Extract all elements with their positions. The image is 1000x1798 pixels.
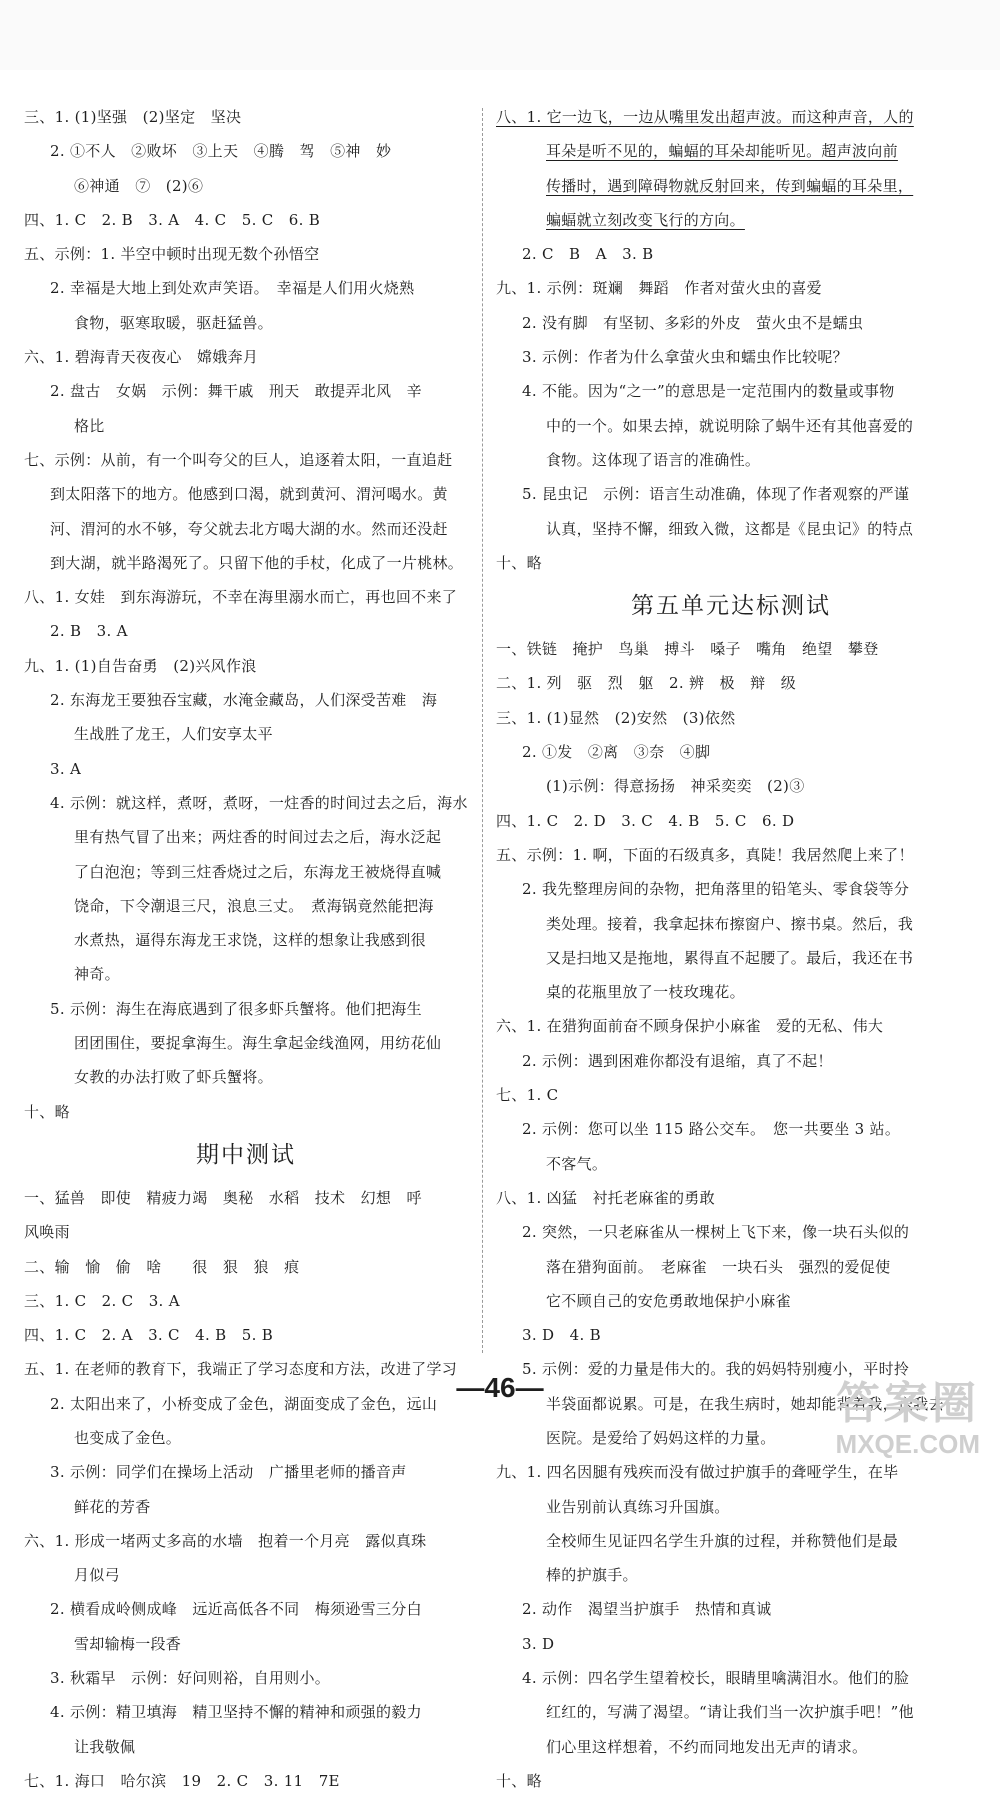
answer-text: 饶命，下令潮退三尺，浪息三丈。 煮海锅竟然能把海 [74, 896, 434, 915]
answer-text: 九、1. 四名因腿有残疾而没有做过护旗手的聋哑学生，在毕 [496, 1463, 899, 1482]
answer-text: 五、1. 在老师的教育下，我端正了学习态度和方法，改进了学习 [24, 1360, 458, 1379]
answer-line [496, 1318, 966, 1352]
answer-line [24, 1421, 468, 1455]
answer-text: 4. 示例：四名学生望着校长，眼睛里噙满泪水。他们的脸 [522, 1669, 910, 1688]
answer-text: 八、1. 凶猛 衬托老麻雀的勇敢 [496, 1188, 715, 1207]
answer-line [24, 786, 468, 820]
answer-text: 不客气。 [546, 1154, 608, 1173]
answer-line [24, 340, 468, 374]
answer-line [496, 1078, 966, 1112]
answer-text: 2. 突然，一只老麻雀从一棵树上飞下来，像一块石头似的 [522, 1223, 910, 1242]
answer-text: 2. 没有脚 有坚韧、多彩的外皮 萤火虫不是蠕虫 [522, 313, 864, 332]
answer-text: 三、1. C 2. C 3. A [24, 1291, 180, 1310]
answer-text: 3. 示例：作者为什么拿萤火虫和蠕虫作比较呢？ [522, 348, 848, 367]
answer-line [496, 134, 966, 168]
answer-line [496, 512, 966, 546]
answer-line [496, 306, 966, 340]
answer-text: 六、1. 形成一堵两丈多高的水墙 抱着一个月亮 露似真珠 [24, 1531, 427, 1550]
answer-line [496, 804, 966, 838]
answer-line [24, 237, 468, 271]
answer-text: 业告别前认真练习升国旗。 [546, 1497, 730, 1516]
answer-text: 雪却输梅一段香 [74, 1634, 182, 1653]
answer-text: 耳朵是听不见的，蝙蝠的耳朵却能听见。超声波向前 [546, 142, 898, 161]
answer-line [24, 820, 468, 854]
answer-line [24, 1215, 468, 1249]
watermark [836, 1379, 980, 1459]
answer-line [24, 100, 468, 134]
answer-text: 团团围住，要捉拿海生。海生拿起金线渔网，用纺花仙 [74, 1034, 442, 1053]
answer-text: 了白泡泡；等到三炷香烧过之后，东海龙王被烧得直喊 [74, 862, 442, 881]
answer-text: 八、1. 它一边飞，一边从嘴里发出超声波。而这种声音，人的 [496, 108, 914, 126]
answer-text: 们心里这样想着，不约而同地发出无声的请求。 [546, 1737, 868, 1756]
answer-text: 二、1. 列 驱 烈 躯 2. 辨 极 辩 级 [496, 674, 797, 693]
answer-line [24, 546, 468, 580]
answer-line [24, 477, 468, 511]
answer-text: 一、铁链 掩护 鸟巢 搏斗 嗓子 嘴角 绝望 攀登 [496, 640, 879, 659]
answer-text: 3. A [50, 759, 82, 778]
answer-text: ⑥神通 ⑦ (2)⑥ [74, 176, 204, 195]
answer-line [24, 1627, 468, 1661]
answer-line [24, 649, 468, 683]
answer-text: 传播时，遇到障碍物就反射回来，传到蝙蝠的耳朵里， [546, 176, 914, 195]
answer-text: 落在猎狗面前。 老麻雀 一块石头 强烈的爱促使 [546, 1257, 891, 1276]
answer-text: 六、1. 在猎狗面前奋不顾身保护小麻雀 爱的无私、伟大 [496, 1017, 884, 1036]
answer-line [24, 855, 468, 889]
answer-text: 格比 [74, 416, 105, 435]
answer-line [24, 1592, 468, 1626]
watermark-url: MXQE.COM [835, 1429, 980, 1459]
answer-text: 4. 示例：就这样，煮呀，煮呀，一炷香的时间过去之后，海水 [50, 793, 468, 812]
answer-text: 九、1. (1)自告奋勇 (2)兴风作浪 [24, 656, 257, 675]
answer-line [24, 1026, 468, 1060]
answer-text: 2. 示例：您可以坐 115 路公交车。 您一共要坐 3 站。 [522, 1120, 901, 1139]
answer-line [496, 1764, 966, 1798]
answer-line [496, 1250, 966, 1284]
answer-text: 四、1. C 2. A 3. C 4. B 5. B [24, 1326, 274, 1345]
answer-line [24, 409, 468, 443]
answer-text: 红红的，写满了渴望。“请让我们当一次护旗手吧！”他 [546, 1703, 914, 1722]
answer-line [24, 1730, 468, 1764]
answer-line [24, 1181, 468, 1215]
answer-text: 医院。是爱给了妈妈这样的力量。 [546, 1428, 776, 1447]
answer-line [496, 1112, 966, 1146]
answer-text: 桌的花瓶里放了一枝玫瑰花。 [546, 983, 745, 1002]
answer-line [24, 923, 468, 957]
answer-text: 三、1. (1)显然 (2)安然 (3)依然 [496, 708, 736, 727]
answer-text: 七、1. 海口 哈尔滨 19 2. C 3. 11 7E [24, 1771, 340, 1790]
answer-line [496, 1592, 966, 1626]
answer-line [24, 1060, 468, 1094]
answer-line [496, 443, 966, 477]
answer-text: 月似弓 [74, 1566, 120, 1585]
page-number: —46— [456, 1372, 544, 1403]
answer-text: 十、略 [496, 553, 542, 572]
answer-line [24, 306, 468, 340]
section-title: 第五单元达标测试 [631, 593, 831, 620]
answer-line [496, 907, 966, 941]
answer-line [24, 1661, 468, 1695]
answer-line [496, 1044, 966, 1078]
answer-text: 三、1. (1)坚强 (2)坚定 坚决 [24, 108, 242, 126]
answer-text: 风唤雨 [24, 1223, 70, 1242]
answer-line [496, 340, 966, 374]
answer-text: 5. 示例：爱的力量是伟大的。我的妈妈特别瘦小，平时拎 [522, 1360, 910, 1379]
answer-line [496, 1009, 966, 1043]
answer-text: 女教的办法打败了虾兵蟹将。 [74, 1068, 273, 1087]
answer-line [496, 169, 966, 203]
answer-line [496, 769, 966, 803]
top-margin [0, 0, 1000, 70]
answer-text: (1)示例：得意扬扬 神采奕奕 (2)③ [546, 777, 805, 796]
answer-text: 2. ①发 ②离 ③奈 ④脚 [522, 743, 711, 762]
answer-line [24, 203, 468, 237]
answer-text: 3. D 4. B [522, 1326, 601, 1345]
answer-text: 让我敬佩 [74, 1737, 136, 1756]
answer-text: 五、示例：1. 半空中顿时出现无数个孙悟空 [24, 245, 320, 264]
answer-line [496, 271, 966, 305]
answer-text: 十、略 [496, 1771, 542, 1790]
answer-line [496, 1215, 966, 1249]
answer-line [496, 1558, 966, 1592]
answer-line [24, 889, 468, 923]
answer-text: 类处理。接着，我拿起抹布擦窗户、擦书桌。然后，我 [546, 914, 914, 933]
answer-line [24, 1764, 468, 1798]
answer-text: 生战胜了龙王，人们安享太平 [74, 725, 273, 744]
answer-line [24, 443, 468, 477]
answer-line [24, 992, 468, 1026]
answer-text: 3. D [522, 1634, 555, 1653]
answer-text: 蝙蝠就立刻改变飞行的方向。 [546, 210, 745, 229]
answer-line [24, 169, 468, 203]
answer-line [496, 546, 966, 580]
answer-text: 2. 东海龙王要独吞宝藏，水淹金藏岛，人们深受苦难 海 [50, 691, 438, 710]
answer-text: 九、1. 示例：斑斓 舞蹈 作者对萤火虫的喜爱 [496, 279, 822, 298]
answer-text: 一、猛兽 即使 精疲力竭 奥秘 水稻 技术 幻想 呼 [24, 1188, 422, 1207]
answer-text: 2. 盘古 女娲 示例：舞干戚 刑天 敢提弄北风 辛 [50, 382, 422, 401]
answer-line [24, 1250, 468, 1284]
answer-line [496, 1524, 966, 1558]
answer-text: 七、示例：从前，有一个叫夸父的巨人，追逐着太阳，一直追赶 [24, 450, 453, 469]
answer-text: 全校师生见证四名学生升旗的过程，并称赞他们是最 [546, 1531, 898, 1550]
answer-line [496, 203, 966, 237]
answer-line [496, 1181, 966, 1215]
answer-line [496, 872, 966, 906]
answer-line [496, 374, 966, 408]
answer-line [24, 512, 468, 546]
answer-line [496, 1695, 966, 1729]
answer-line [24, 580, 468, 614]
answer-line [24, 1284, 468, 1318]
answer-text: 也变成了金色。 [74, 1428, 182, 1447]
answer-line [496, 666, 966, 700]
watermark-logo: 答案圈 [836, 1379, 980, 1428]
answer-line [24, 957, 468, 991]
answer-text: 5. 昆虫记 示例：语言生动准确，体现了作者观察的严谨 [522, 485, 910, 504]
answer-line [496, 1490, 966, 1524]
answer-line [496, 409, 966, 443]
answer-text: 中的一个。如果去掉，就说明除了蜗牛还有其他喜爱的 [546, 416, 914, 435]
answer-text: 四、1. C 2. B 3. A 4. C 5. C 6. B [24, 210, 321, 229]
answer-text: 半袋面都说累。可是，在我生病时，她却能背着我，送我去 [546, 1394, 944, 1413]
answer-text: 十、略 [24, 1102, 70, 1121]
answer-text: 5. 示例：海生在海底遇到了很多虾兵蟹将。他们把海生 [50, 999, 422, 1018]
answer-text: 4. 示例：精卫填海 精卫坚持不懈的精神和顽强的毅力 [50, 1703, 422, 1722]
answer-line [24, 752, 468, 786]
answer-text: 神奇。 [74, 965, 120, 984]
answer-text: 2. 示例：遇到困难你都没有退缩，真了不起！ [522, 1051, 833, 1070]
answer-text: 六、1. 碧海青天夜夜心 嫦娥奔月 [24, 348, 259, 367]
answer-line [496, 477, 966, 511]
answer-text: 水煮热，逼得东海龙王求饶，这样的想象让我感到很 [74, 931, 426, 950]
answer-text: 二、输 愉 偷 啥 很 狠 狼 痕 [24, 1257, 300, 1276]
answer-line [496, 1455, 966, 1489]
answer-line [496, 735, 966, 769]
answer-text: 又是扫地又是拖地，累得直不起腰了。最后，我还在书 [546, 948, 914, 967]
answer-line [496, 975, 966, 1009]
answer-text: 到大湖，就半路渴死了。只留下他的手杖，化成了一片桃林。 [50, 553, 464, 572]
answer-text: 2. 我先整理房间的杂物，把角落里的铅笔头、零食袋等分 [522, 880, 910, 899]
answer-text: 3. 秋霜早 示例：好问则裕，自用则小。 [50, 1669, 331, 1688]
answer-line [24, 1524, 468, 1558]
answer-line [24, 614, 468, 648]
answer-text: 河、渭河的水不够，夸父就去北方喝大湖的水。然而还没赶 [50, 519, 448, 538]
answer-line [496, 1284, 966, 1318]
answer-line [496, 1730, 966, 1764]
answer-text: 鲜花的芳香 [74, 1497, 151, 1516]
answer-text: 七、1. C [496, 1086, 559, 1105]
answer-text: 2. 太阳出来了，小桥变成了金色，湖面变成了金色，远山 [50, 1394, 438, 1413]
answer-text: 2. B 3. A [50, 622, 128, 641]
answer-text: 四、1. C 2. D 3. C 4. B 5. C 6. D [496, 811, 795, 830]
right-column [496, 100, 966, 1798]
answer-text: 食物。这体现了语言的准确性。 [546, 450, 761, 469]
answer-text: 2. 幸福是大地上到处欢声笑语。 幸福是人们用火烧熟 [50, 279, 415, 298]
answer-line [496, 1661, 966, 1695]
answer-text: 食物，驱寒取暖，驱赶猛兽。 [74, 313, 273, 332]
answer-line [496, 100, 966, 134]
answer-line [24, 683, 468, 717]
answer-text: 4. 不能。因为“之一”的意思是一定范围内的数量或事物 [522, 382, 895, 401]
answer-text: 2. 动作 渴望当护旗手 热情和真诚 [522, 1600, 772, 1619]
answer-line [496, 1627, 966, 1661]
answer-text: 认真，坚持不懈，细致入微，这都是《昆虫记》的特点 [546, 519, 914, 538]
column-divider [482, 108, 483, 1353]
answer-line [24, 271, 468, 305]
answer-text: 五、示例：1. 啊，下面的石级真多，真陡！我居然爬上来了！ [496, 845, 914, 864]
answer-text: 到太阳落下的地方。他感到口渴，就到黄河、渭河喝水。黄 [50, 485, 448, 504]
answer-text: 3. 示例：同学们在操场上活动 广播里老师的播音声 [50, 1463, 407, 1482]
answer-line [24, 1455, 468, 1489]
section-title: 期中测试 [196, 1141, 296, 1168]
answer-line [24, 1318, 468, 1352]
answer-line [496, 1147, 966, 1181]
answer-text: 它不顾自己的安危勇敢地保护小麻雀 [546, 1291, 791, 1310]
answer-line [496, 701, 966, 735]
answer-text: 2. ①不人 ②败坏 ③上天 ④腾 驾 ⑤神 妙 [50, 142, 392, 161]
answer-line [24, 717, 468, 751]
answer-text: 八、1. 女娃 到东海游玩，不幸在海里溺水而亡，再也回不来了 [24, 588, 458, 607]
answer-line [24, 1558, 468, 1592]
answer-line [24, 134, 468, 168]
answer-line [496, 632, 966, 666]
answer-line [496, 838, 966, 872]
answer-line [24, 1095, 468, 1129]
answer-line [496, 941, 966, 975]
answer-line [496, 237, 966, 271]
answer-text: 里有热气冒了出来；两炷香的时间过去之后，海水泛起 [74, 828, 442, 847]
answer-text: 2. C B A 3. B [522, 245, 654, 264]
answer-text: 2. 横看成岭侧成峰 远近高低各不同 梅须逊雪三分白 [50, 1600, 422, 1619]
answer-line [24, 374, 468, 408]
answer-line [24, 1695, 468, 1729]
answer-text: 棒的护旗手。 [546, 1566, 638, 1585]
left-column [24, 100, 468, 1798]
answer-line [24, 1490, 468, 1524]
